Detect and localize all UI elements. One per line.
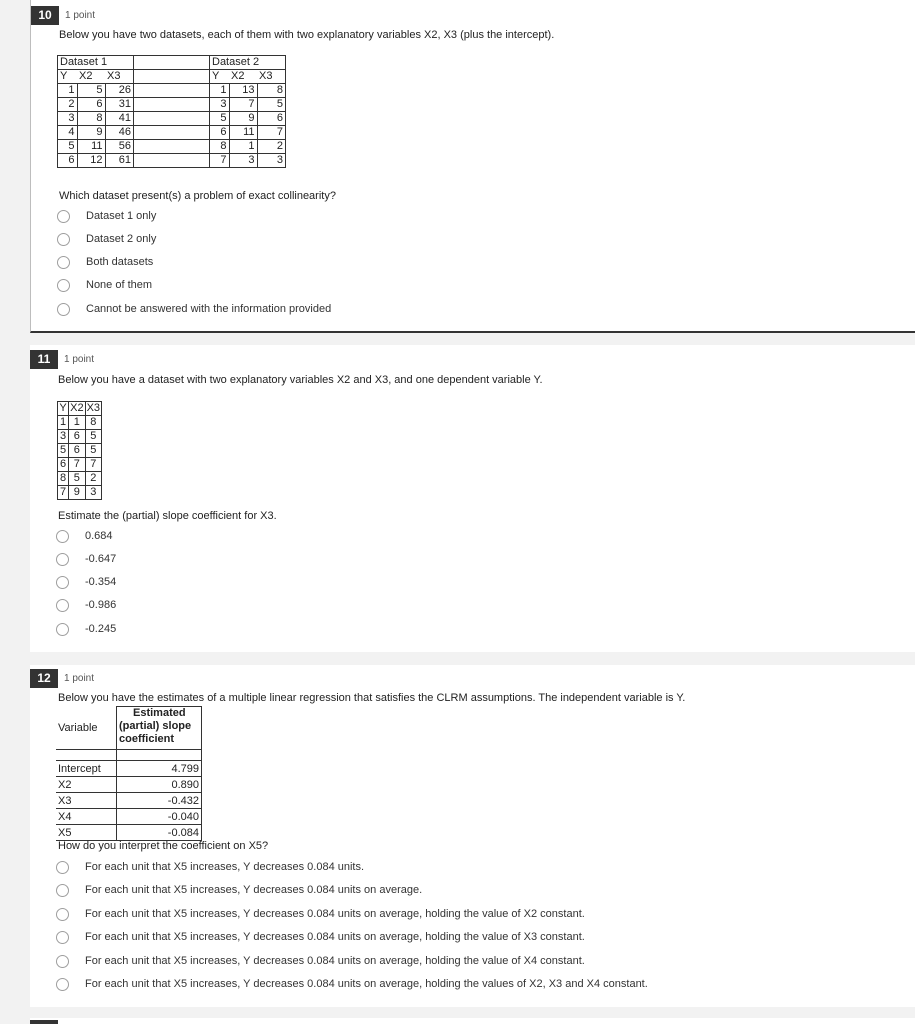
table-cell: 4 [58, 126, 78, 140]
answer-option[interactable] [56, 953, 585, 969]
table-header: Y [58, 70, 78, 84]
option-label: None of them [86, 279, 153, 291]
radio-button[interactable] [56, 530, 69, 543]
option-label: Dataset 2 only [86, 233, 157, 245]
table-row [58, 84, 286, 98]
dataset-2-title: Dataset 2 [210, 56, 286, 70]
question-11-card [30, 345, 915, 652]
table-cell: 1 [210, 84, 230, 98]
table-header: Y [212, 70, 220, 82]
table-row [56, 825, 202, 841]
answer-option[interactable] [56, 574, 116, 590]
radio-button[interactable] [57, 233, 70, 246]
answer-option[interactable] [56, 906, 585, 922]
table-header: X2 [79, 70, 93, 82]
table-row [58, 416, 102, 430]
table-cell: 2 [257, 140, 286, 154]
table-cell: 5 [210, 112, 230, 126]
radio-button[interactable] [57, 303, 70, 316]
table-row [56, 809, 202, 825]
question-text: Estimate the (partial) slope coefficient for X3. [58, 510, 277, 522]
answer-option[interactable] [56, 882, 422, 898]
table-cell: 6 [210, 126, 230, 140]
option-label: For each unit that X5 increases, Y decreases 0.084 units on average. [85, 884, 423, 896]
table-row [58, 430, 102, 444]
table-cell: X4 [56, 809, 117, 825]
answer-option[interactable] [56, 551, 116, 567]
table-header: X3 [105, 70, 134, 84]
table-cell: -0.040 [117, 809, 202, 825]
radio-button[interactable] [56, 553, 69, 566]
question-12-card [30, 665, 915, 1007]
table-cell: 3 [58, 430, 69, 444]
header-line: (partial) slope [119, 720, 192, 732]
option-label: For each unit that X5 increases, Y decreases 0.084 units on average, holding the value of X3 constant. [85, 931, 585, 943]
table-row [56, 707, 202, 750]
question-10-card [30, 0, 915, 333]
table-cell: 5 [257, 98, 286, 112]
table-cell: -0.432 [117, 793, 202, 809]
table-cell: 56 [105, 140, 134, 154]
question-prompt: Below you have two datasets, each of them with two explanatory variables X2, X3 (plus the intercept). [59, 29, 555, 41]
table-cell: 13 [229, 84, 257, 98]
table-row [58, 486, 102, 500]
answer-option[interactable] [56, 859, 364, 875]
table-row [58, 140, 286, 154]
table-cell: 5 [77, 84, 105, 98]
question-text: Which dataset present(s) a problem of exact collinearity? [59, 190, 336, 202]
table-cell: 8 [85, 416, 101, 430]
table-cell: 7 [257, 126, 286, 140]
option-label: -0.647 [85, 553, 117, 565]
question-text: How do you interpret the coefficient on X5? [58, 840, 269, 852]
question-points: 1 point [65, 10, 96, 21]
table-row [58, 56, 286, 70]
option-label: 0.684 [85, 530, 113, 542]
table-cell: 6 [58, 458, 69, 472]
answer-option[interactable] [57, 277, 152, 293]
radio-button[interactable] [57, 256, 70, 269]
table-cell: 8 [77, 112, 105, 126]
table-row [58, 112, 286, 126]
table-cell: 7 [210, 154, 230, 168]
table-row [56, 777, 202, 793]
question-prompt: Below you have the estimates of a multiple linear regression that satisfies the CLRM assumptions. The independent variable is Y. [58, 692, 686, 704]
table-cell: 46 [105, 126, 134, 140]
answer-option[interactable] [56, 976, 648, 992]
table-cell: 4.799 [117, 761, 202, 777]
table-cell: 2 [85, 472, 101, 486]
dataset-table [57, 401, 102, 500]
table-cell: 6 [69, 444, 85, 458]
option-label: For each unit that X5 increases, Y decreases 0.084 units on average, holding the values of X2, X3 and X4 constant. [85, 978, 648, 990]
answer-option[interactable] [56, 621, 116, 637]
answer-option[interactable] [57, 254, 153, 270]
table-cell: 8 [210, 140, 230, 154]
table-cell: 26 [105, 84, 134, 98]
radio-button[interactable] [56, 884, 69, 897]
radio-button[interactable] [56, 861, 69, 874]
table-header: X3 [86, 402, 101, 414]
table-cell: 7 [69, 458, 85, 472]
table-cell: Intercept [56, 761, 117, 777]
regression-table [56, 706, 202, 841]
option-label: -0.245 [85, 623, 117, 635]
table-cell: 3 [210, 98, 230, 112]
table-row [58, 154, 286, 168]
table-cell: 1 [58, 416, 69, 430]
table-cell: 8 [257, 84, 286, 98]
question-points: 1 point [64, 354, 95, 365]
table-header [117, 707, 202, 750]
option-label: Both datasets [86, 256, 154, 268]
option-label: For each unit that X5 increases, Y decreases 0.084 units. [85, 861, 365, 873]
table-cell: 6 [69, 430, 85, 444]
table-cell: 3 [257, 154, 286, 168]
table-row [58, 472, 102, 486]
question-number: 11 [30, 350, 58, 369]
table-cell: 2 [58, 98, 78, 112]
question-number: 10 [31, 6, 59, 25]
radio-button[interactable] [56, 599, 69, 612]
table-cell: 7 [58, 486, 69, 500]
table-row [58, 98, 286, 112]
answer-option[interactable] [56, 597, 116, 613]
dataset-1-title: Dataset 1 [58, 56, 134, 70]
table-cell: 5 [69, 472, 85, 486]
option-label: -0.986 [85, 599, 117, 611]
table-cell: 5 [58, 444, 69, 458]
radio-button[interactable] [56, 955, 69, 968]
table-cell: 11 [229, 126, 257, 140]
question-number: 12 [30, 669, 58, 688]
table-cell: 9 [229, 112, 257, 126]
table-row [58, 70, 286, 84]
table-cell: 11 [77, 140, 105, 154]
question-prompt: Below you have a dataset with two explanatory variables X2 and X3, and one dependent variable Y. [58, 374, 543, 386]
table-cell: 1 [69, 416, 85, 430]
table-cell: -0.084 [117, 825, 202, 841]
answer-option[interactable] [57, 231, 156, 247]
table-row [56, 761, 202, 777]
radio-button[interactable] [56, 908, 69, 921]
table-cell: 12 [77, 154, 105, 168]
question-number [30, 1020, 58, 1024]
option-label: For each unit that X5 increases, Y decreases 0.084 units on average, holding the value of X2 constant. [85, 908, 585, 920]
answer-option[interactable] [57, 301, 331, 317]
table-cell: 0.890 [117, 777, 202, 793]
header-line: Estimated [133, 707, 186, 719]
radio-button[interactable] [57, 210, 70, 223]
table-header: X3 [257, 70, 286, 84]
table-cell: X5 [56, 825, 117, 841]
answer-option[interactable] [56, 528, 113, 544]
table-cell: 61 [105, 154, 134, 168]
table-cell: 7 [229, 98, 257, 112]
table-cell: 6 [257, 112, 286, 126]
table-cell: 1 [58, 84, 78, 98]
option-label: Dataset 1 only [86, 210, 157, 222]
dataset-table [57, 55, 286, 168]
table-cell: 3 [58, 112, 78, 126]
table-cell: 9 [69, 486, 85, 500]
table-cell: X2 [56, 777, 117, 793]
radio-button[interactable] [56, 931, 69, 944]
table-cell: 1 [229, 140, 257, 154]
table-cell: 31 [105, 98, 134, 112]
table-cell: 9 [77, 126, 105, 140]
table-cell: 6 [58, 154, 78, 168]
table-cell: 5 [85, 430, 101, 444]
table-row [56, 750, 202, 761]
table-cell: 3 [229, 154, 257, 168]
radio-button[interactable] [56, 576, 69, 589]
table-cell: 5 [85, 444, 101, 458]
table-cell: 8 [58, 472, 69, 486]
radio-button[interactable] [56, 978, 69, 991]
table-cell: 6 [77, 98, 105, 112]
answer-option[interactable] [56, 929, 585, 945]
table-cell: 7 [85, 458, 101, 472]
table-row [56, 793, 202, 809]
table-header: X2 [70, 402, 84, 414]
table-row [58, 444, 102, 458]
table-cell: 3 [85, 486, 101, 500]
table-header: Variable [56, 707, 117, 750]
option-label: -0.354 [85, 576, 117, 588]
table-header: X2 [231, 70, 245, 82]
header-line: coefficient [119, 733, 175, 745]
answer-option[interactable] [57, 208, 156, 224]
table-cell: 41 [105, 112, 134, 126]
radio-button[interactable] [57, 279, 70, 292]
table-row [58, 402, 102, 416]
table-cell: 5 [58, 140, 78, 154]
table-cell: X3 [56, 793, 117, 809]
option-label: Cannot be answered with the information provided [86, 303, 332, 315]
radio-button[interactable] [56, 623, 69, 636]
next-question-card [30, 1018, 915, 1024]
table-header: Y [59, 402, 67, 414]
table-row [58, 126, 286, 140]
option-label: For each unit that X5 increases, Y decreases 0.084 units on average, holding the value of X4 constant. [85, 955, 585, 967]
table-row [58, 458, 102, 472]
question-points: 1 point [64, 673, 95, 684]
